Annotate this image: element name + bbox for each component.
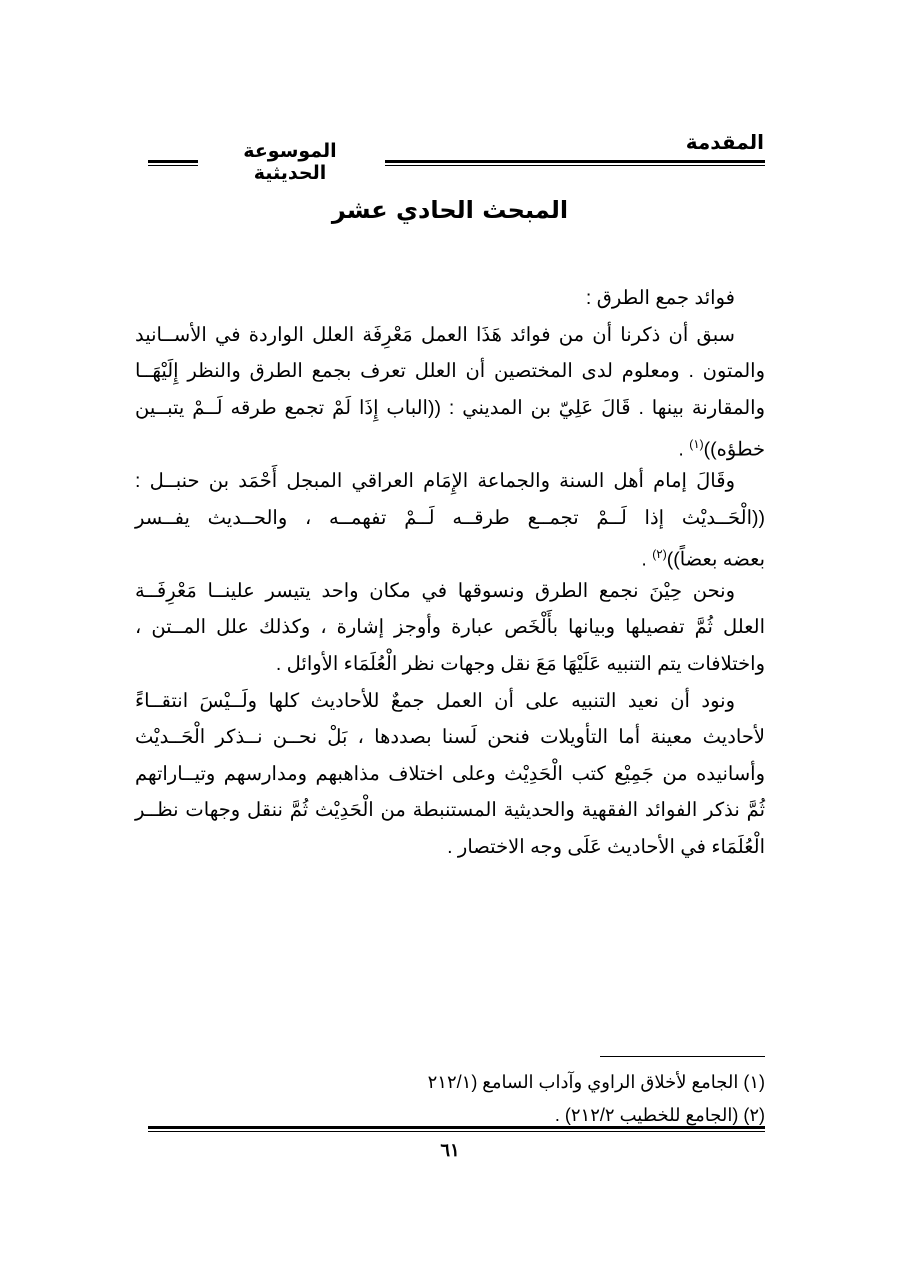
text-line: خطؤه))$^{(١)}$ . [678,437,765,461]
text-line: ونحن حِيْنَ نجمع الطرق ونسوقها في مكان واحد يتيسر علينــا مَعْرِفَــة [135,579,735,602]
footnote-ref[interactable]: (٢) [652,547,667,562]
chapter-title: المبحث الحادي عشر [331,196,569,224]
text-line: ونود أن نعيد التنبيه على أن العمل جمعٌ للأحاديث كلها ولَــيْسَ انتقــاءً [135,689,735,712]
text-line: سبق أن ذكرنا أن من فوائد هَذَا العمل مَعْرِفَة العلل الواردة في الأســانيد [135,323,735,346]
footnotes [135,1066,765,1132]
text-line: بعضه بعضاً))$^{(٢)}$ . [641,547,765,571]
text-line: واختلافات يتم التنبيه عَلَيْهَا مَعَ نقل وجهات نظر الْعُلَمَاء الأوائل . [275,652,765,675]
text-line: وقَالَ إمام أهل السنة والجماعة الإِمَام العراقي المبجل أَحْمَد بن حنبــل : [135,469,735,492]
text-line: الْعُلَمَاء في الأحاديث عَلَى وجه الاختصار . [447,835,765,858]
footnote: (٢) (الجامع للخطيب ٢١٢/٢) . [554,1105,765,1125]
header-rule-right [385,160,765,166]
page-number: ٦١ [440,1140,460,1160]
footnote-separator [600,1056,765,1057]
text-line: ثُمَّ نذكر الفوائد الفقهية والحديثية المستنبطة من الْحَدِيْث ثُمَّ ننقل وجهات نظــر [135,799,765,822]
header-section-title: المقدمة [685,130,764,154]
text-line: وأسانيده من جَمِيْع كتب الْحَدِيْث وعلى اختلاف مذاهبهم ومدارسهم وتيــاراتهم [135,762,765,785]
text-line: والمقارنة بينها . قَالَ عَلِيّ بن المديني : ((الباب إِذَا لَمْ تجمع طرقه لَــمْ يتبــين [135,396,765,419]
footer-rule [148,1126,765,1132]
text-line: لأحاديث معينة أما التأويلات فنحن لَسنا بصددها ، بَلْ نحــن نــذكر الْحَــديْث [135,726,765,749]
text-line: العلل ثُمَّ تفصيلها وبيانها بأَلْخَص عبارة وأوجز إشارة ، وكذلك علل المــتن ، [135,616,765,639]
text-line: والمتون . ومعلوم لدى المختصين أن العلل تعرف بجمع الطرق والنظر إِلَيْهَــا [135,360,765,383]
footnote: (١) الجامع لأخلاق الراوي وآداب السامع (٢١٢/١ [427,1072,765,1092]
header-rule-left [148,160,198,166]
footnote-ref[interactable]: (١) [689,437,704,452]
text-line: ((الْحَــديْث إذا لَــمْ تجمــع طرقــه لَــمْ تفهمــه ، والحــديث يفــسر [135,506,765,529]
body-text [135,280,765,866]
header-book-title: الموسوعة الحديثية [243,140,337,184]
subheading: فوائد جمع الطرق : [585,287,735,309]
